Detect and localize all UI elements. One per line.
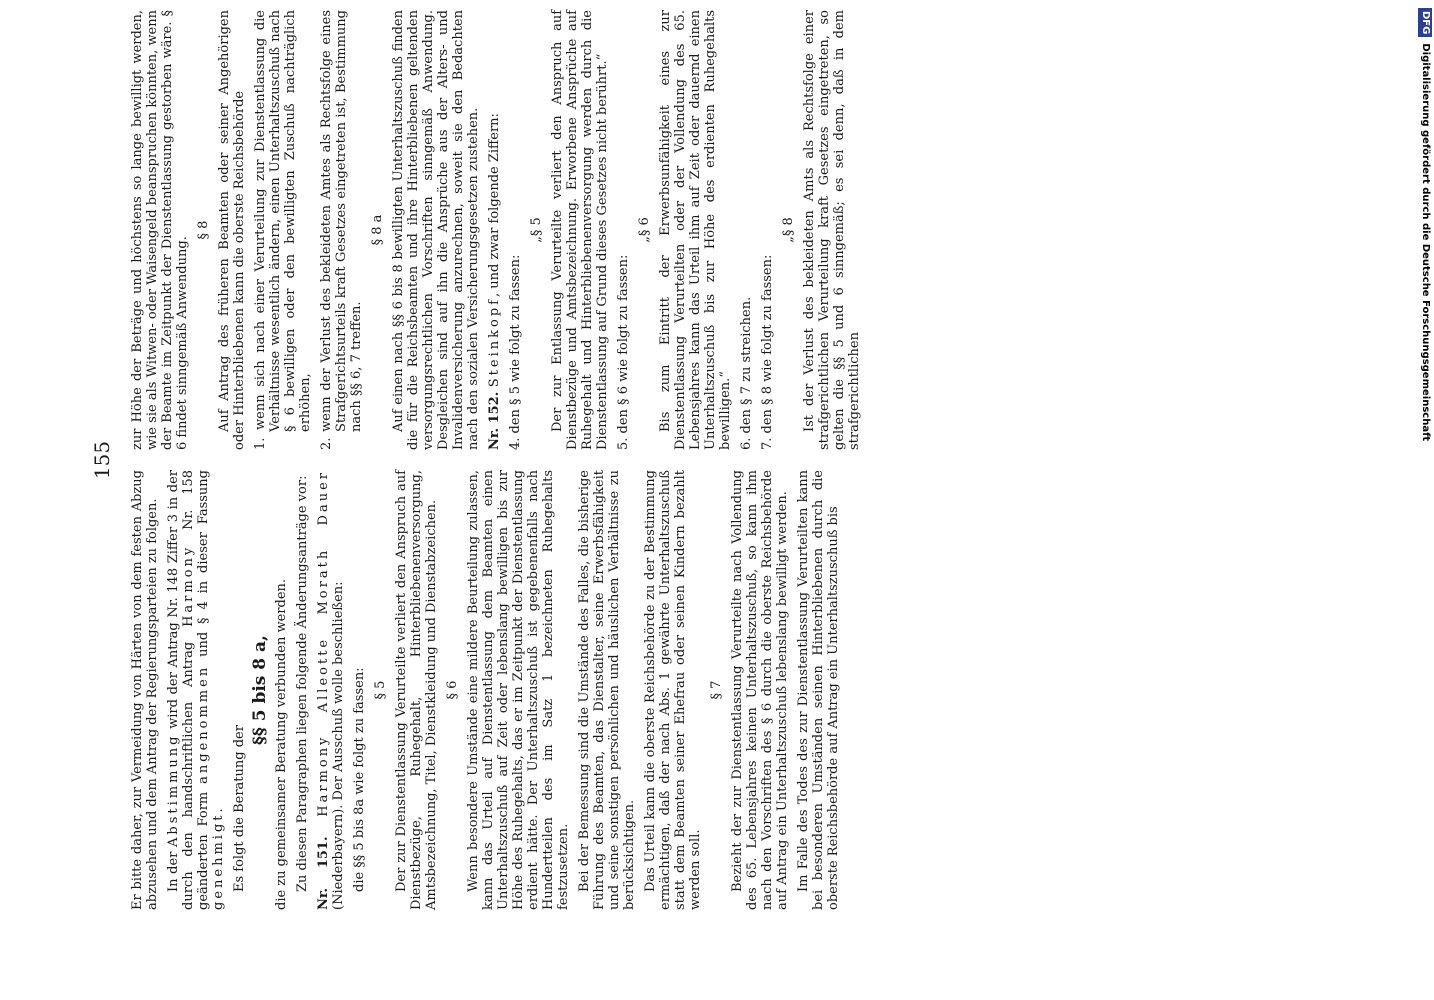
paragraph: Der zur Entlassung Verurteilte verliert den Anspruch auf Dienstbezüge und Amtsbezeichnung. Erworbene Ansprüche auf Ruhegehalt und Hinterbliebenenversorgung werden durch die Dienstentlassung auf Grund dieses Gesetzes nicht berührt.“ — [550, 10, 610, 450]
paragraph — [487, 10, 502, 450]
paragraph: Bis zum Eintritt der Erwerbsunfähigkeit eines zur Dienstentlassung Verurteilten oder der Vollendung des 65. Lebensjahres kann das Urteil ihm auf Zeit oder dauernd einen Unterhaltszuschuß bis zur Höhe des erdienten Ruhegehalts bewilligen.“ — [658, 10, 733, 450]
list-item: 7. den § 8 wie folgt zu fassen: — [760, 254, 775, 450]
paragraph-heading: § 7 — [709, 680, 724, 700]
text-run: , und zwar folgende Ziffern: — [487, 113, 502, 298]
text-run: wird der Antrag Nr. 148 Ziffer 3 in der durch den handschriftlichen Antrag — [166, 470, 196, 910]
paragraph: die zu gemeinsamer Beratung verbunden werden. — [274, 578, 289, 910]
motion-number: Nr. 151. — [316, 816, 331, 910]
digitization-credit-text — [1418, 8, 1432, 992]
paragraph-heading: § 5 — [373, 680, 388, 700]
paragraph: Auf Antrag des früheren Beamten oder seiner Angehörigen oder Hinterbliebenen kann die oberste Reichsbehörde — [217, 10, 247, 450]
paragraph: Zu diesen Paragraphen liegen folgende Änderungsanträge vor: — [295, 475, 310, 892]
paragraph — [166, 470, 226, 910]
paragraph-heading: „§ 6 — [637, 217, 652, 243]
text-run-spaced: Abstimmung — [166, 733, 181, 847]
text-run-spaced: genehmigt. — [211, 805, 226, 910]
paragraph-heading: § 8 — [196, 220, 211, 240]
dfg-logo: DFG — [1418, 8, 1432, 37]
right-text-column — [130, 10, 862, 450]
text-run-spaced: angenommen — [196, 664, 211, 784]
list-item: 6. den § 7 zu streichen. — [739, 296, 754, 450]
text-run-spaced: Steinkopf — [487, 297, 502, 388]
left-text-column — [130, 469, 841, 910]
list-item: 1. wenn sich nach einer Verurteilung zur Dienstentlassung die Verhältnisse wesentlich ändern, einen Unterhaltszuschuß nach § 6 bewilligen oder den bewilligten Zuschuß nachträglich erhöhen, — [253, 10, 313, 450]
paragraph: Bei der Bemessung sind die Umstände des Falles, die bisherige Führung des Beamten, das Dienstalter, seine Erwerbsfähigkeit und seine sonstigen persönlichen und häuslichen Verhältnisse zu berücksichtigen. — [577, 470, 637, 910]
list-item: 2. wenn der Verlust des bekleideten Amtes als Rechtsfolge eines Strafgerichtsurteils kraft Gesetzes eingetreten ist, Bestimmung nach §§ 6, 7 treffen. — [319, 10, 364, 450]
digitization-credit — [1418, 8, 1432, 992]
page-number: 155 — [90, 440, 114, 480]
paragraph: Es folgt die Beratung der — [232, 725, 247, 892]
paragraph: Auf einen nach §§ 6 bis 8 bewilligten Unterhaltszuschuß finden die für die Reichsbeamten und ihre Hinterbliebenen geltenden versorgungsrechtlichen Vorschriften sinngemäß Anwendung. Desgleichen sind auf ihn die Ansprüche aus der Alters- und Invalidenversicherung anzurechnen, soweit sie den Bedachten nach den sozialen Versicherungsgesetzen zustehen. — [391, 10, 481, 450]
list-item: 4. den § 5 wie folgt zu fassen: — [508, 254, 523, 450]
rotated-page-content — [0, 10, 990, 960]
paragraph: Wenn besondere Umstände eine mildere Beurteilung zulassen, kann das Urteil auf Dienstentlassung dem Beamten einen Unterhaltszuschuß auf Zeit oder lebenslang bewilligen bis zur Höhe des Ruhegehalts, das er im Zeitpunkt der Dienstentlassung erdient hätte. Der Unterhaltszuschuß ist gegebenenfalls nach Hundertteilen des im Satz 1 bezeichneten Ruhegehalts festzusetzen. — [466, 470, 571, 910]
paragraph-heading: „§ 8 — [781, 217, 796, 243]
paragraph — [316, 470, 346, 910]
paragraph: Im Falle des Todes des zur Dienstentlassung Verurteilten kann bei besonderen Umständen seinen Hinterbliebenen durch die oberste Reichsbehörde auf Antrag ein Unterhaltszuschuß bis — [796, 470, 841, 910]
motion-number: Nr. 152. — [487, 387, 502, 450]
list-item: 5. den § 6 wie folgt zu fassen: — [616, 254, 631, 450]
credit-label: Digitalisierung gefördert durch die Deutsche Forschungsgemeinschaft — [1420, 43, 1431, 442]
text-run-spaced: Harmony — [181, 544, 196, 627]
paragraph: Bezieht der zur Dienstentlassung Verurteilte nach Vollendung des 65. Lebensjahres keinen Unterhaltszuschuß, so kann ihm nach den Vorschriften des § 6 durch die oberste Reichsbehörde auf Antrag ein Unterhaltszuschuß lebenslang bewilligt werden. — [730, 470, 790, 910]
section-heading: §§ 5 bis 8 a, — [250, 635, 270, 745]
paragraph-heading: „§ 5 — [529, 217, 544, 243]
text-run: und § 4 in dieser Fassung — [196, 470, 211, 665]
text-run: In der — [166, 846, 181, 892]
paragraph: Der zur Dienstentlassung Verurteilte verliert den Anspruch auf Dienstbezüge, Ruhegehalt, Hinterbliebenenversorgung, Amtsbezeichnung, Titel, Dienstkleidung und Dienstabzeichen. — [394, 470, 439, 910]
text-run: Nr. 158 geänderten Form — [181, 469, 211, 910]
text-run-spaced: Harmony Alleotte Morath Dauer — [316, 470, 331, 817]
paragraph-heading: § 8 a — [370, 214, 385, 246]
paragraph: Das Urteil kann die oberste Reichsbehörde zu der Bestimmung ermächtigen, daß der nach Abs. 1 gewährte Unterhaltszuschuß statt dem Beamten seiner Ehefrau oder seinen Kindern bezahlt werden soll. — [643, 470, 703, 910]
paragraph-heading: § 6 — [445, 680, 460, 700]
text-run: (Niederbayern). Der Ausschuß wolle beschließen: — [331, 581, 346, 910]
paragraph: zur Höhe der Beträge und höchstens so lange bewilligt werden, wie sie als Witwen- oder Waisengeld beanspruchen könnten, wenn der Beamte im Zeitpunkt der Dienstentlassung gestorben wäre. § 6 findet sinngemäß Anwendung. — [130, 10, 190, 450]
paragraph: die §§ 5 bis 8a wie folgt zu fassen: — [352, 667, 367, 892]
paragraph: Er bitte daher, zur Vermeidung von Härten von dem festen Abzug abzusehen und dem Antrag der Regierungsparteien zu folgen. — [130, 470, 160, 910]
paragraph: Ist der Verlust des bekleideten Amts als Rechtsfolge einer strafgerichtlichen Verurteilung kraft Gesetzes eingetreten, so gelten die §§ 5 und 6 sinngemäß; es sei denn, daß in dem strafgerichtlichen — [802, 10, 862, 450]
